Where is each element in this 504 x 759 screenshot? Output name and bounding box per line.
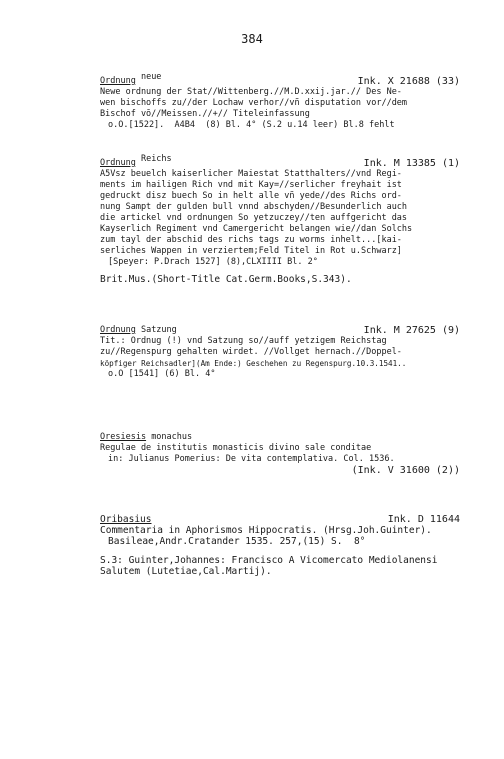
entry-line: Bischof vō//Meissen.//+// Titeleinfassung (100, 109, 310, 119)
entry-line: die artickel vnd ordnungen So yetzuczey//ten auffgericht das (100, 213, 408, 223)
shelfmark: Ink. M 27625 (9) (363, 325, 460, 336)
shelfmark: (Ink. V 31600 (2)) (351, 465, 460, 476)
entry-footnote: Brit.Mus.(Short-Title Cat.Germ.Books,S.343). (100, 274, 352, 285)
entry-keyword: Ordnung (100, 76, 136, 86)
shelfmark: Ink. M 13385 (1) (363, 158, 460, 169)
entry-line: zum tayl der abschid des richs tags zu worms inhelt...[kai- (100, 235, 402, 245)
entry-line: A5Vsz beuelch kaiserlicher Maiestat Statthalters//vnd Regi- (100, 169, 402, 179)
entry-heading (100, 432, 460, 443)
entry-line: Commentaria in Aphorismos Hippocratis. (Hrsg.Joh.Guinter). (100, 525, 432, 536)
entry-line: Regulae de institutis monasticis divino sale conditae (100, 443, 372, 453)
shelfmark: Ink. D 11644 (387, 514, 460, 525)
page-number: 384 (241, 32, 263, 46)
entry-line: köpfiger Reichsadler](Am Ende:) Geschehen zu Regenspurg.10.3.1541.. (100, 359, 407, 368)
entry-line: wen bischoffs zu//der Lochaw verhor//vñ disputation vor//dem (100, 98, 408, 108)
entry-subheading: Reichs (140, 154, 172, 164)
entry-line: zu//Regenspurg gehalten wirdet. //Vollget hernach.//Doppel- (100, 347, 402, 357)
entry-keyword: Ordnung (100, 158, 136, 168)
entry-heading (100, 514, 460, 525)
entry-line: gedruckt disz buech So in helt alle vñ yede//des Richs ord- (100, 191, 402, 201)
entry-line: ments im hailigen Rich vnd mit Kay=//serlicher freyhait ist (100, 180, 402, 190)
entry-heading (100, 325, 460, 336)
entry-line: Tit.: Ordnug (!) vnd Satzung so//auff yetzigem Reichstag (100, 336, 387, 346)
entry-line: o.O [1541] (6) Bl. 4° (108, 369, 216, 379)
catalog-entry (100, 432, 460, 476)
entry-keyword: Oribasius (100, 514, 152, 525)
entry-keyword: Ordnung (100, 325, 136, 335)
shelfmark: Ink. X 21688 (33) (357, 76, 460, 87)
catalog-entry (100, 72, 460, 131)
see-also: Salutem (Lutetiae,Cal.Martij). (100, 566, 272, 577)
see-also: S.3: Guinter,Johannes: Francisco A Vicomercato Mediolanensi (100, 555, 438, 566)
entry-line: Basileae,Andr.Cratander 1535. 257,(15) S. 8° (108, 536, 366, 547)
entry-heading (100, 72, 460, 87)
entry-subheading: Satzung (140, 325, 177, 335)
entry-line: in: Julianus Pomerius: De vita contemplativa. Col. 1536. (108, 454, 395, 464)
catalog-entry (100, 514, 460, 577)
catalog-entry (100, 325, 460, 380)
entry-line: Kayserlich Regiment vnd Camergericht belangen wie//dan Solchs (100, 224, 413, 234)
entry-line: serliches Wappen in verziertem;Feld Titel in Rot u.Schwarz] (100, 246, 402, 256)
entry-line: o.O.[1522]. A4B4 (8) Bl. 4° (S.2 u.14 leer) Bl.8 fehlt (108, 120, 395, 130)
entry-line: Newe ordnung der Stat//Wittenberg.//M.D.xxij.jar.// Des Ne- (100, 87, 402, 97)
catalog-entry (100, 154, 460, 285)
entry-heading (100, 154, 460, 169)
entry-subheading: monachus (151, 432, 193, 442)
entry-line: nung Sampt der gulden bull vnnd abschyden//Besunderlich auch (100, 202, 408, 212)
entry-subheading: neue (140, 72, 162, 82)
entry-line: [Speyer: P.Drach 1527] (8),CLXIIII Bl. 2° (108, 257, 318, 267)
entry-keyword: Oresiesis (100, 432, 147, 442)
